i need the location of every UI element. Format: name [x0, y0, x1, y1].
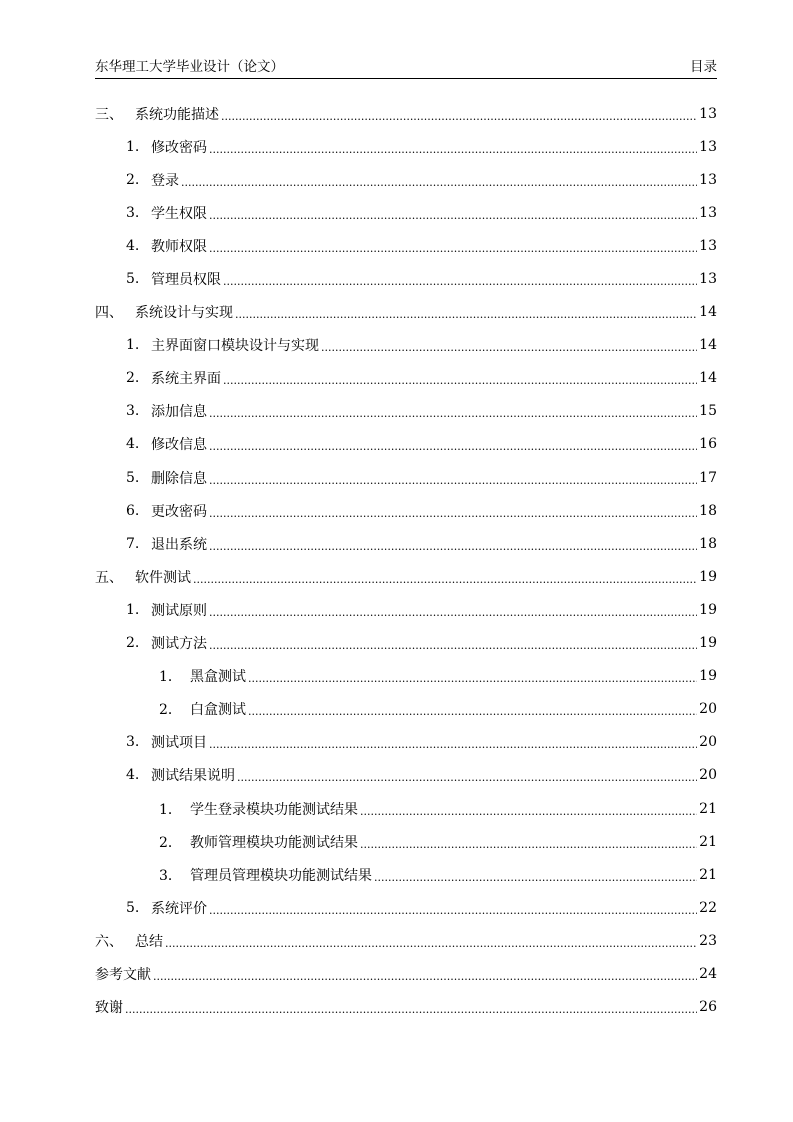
toc-entry-title: 黑盒测试 [190, 669, 246, 686]
toc-entry[interactable] [95, 726, 717, 759]
toc-leader-dots [360, 802, 697, 816]
toc-entry[interactable] [95, 924, 717, 957]
toc-leader-dots [209, 239, 697, 253]
toc-entry-title: 登录 [151, 172, 179, 189]
toc-entry-number: 1. [126, 601, 140, 618]
toc-entry[interactable] [95, 891, 717, 924]
toc-entry-number: 6. [126, 502, 140, 519]
toc-entry-page-number: 21 [699, 833, 717, 850]
toc-entry[interactable] [95, 627, 717, 660]
toc-leader-dots [181, 173, 697, 187]
toc-leader-dots [209, 471, 697, 485]
toc-entry-page-number: 20 [699, 734, 717, 751]
toc-entry-number: 5. [126, 469, 140, 486]
toc-entry-page-number: 15 [699, 403, 717, 420]
toc-leader-dots [209, 140, 697, 154]
toc-entry-title: 测试项目 [151, 735, 207, 752]
toc-entry-title: 参考文献 [95, 966, 151, 983]
toc-entry-number: 1． [159, 669, 182, 686]
toc-entry-page-number: 13 [699, 204, 717, 221]
toc-entry[interactable] [95, 395, 717, 428]
toc-entry-title: 主界面窗口模块设计与实现 [151, 338, 319, 355]
toc-entry-title: 退出系统 [151, 536, 207, 553]
toc-entry[interactable] [95, 362, 717, 395]
toc-entry-number: 1. [126, 138, 140, 155]
toc-entry[interactable] [95, 229, 717, 262]
toc-leader-dots [321, 338, 697, 352]
toc-leader-dots [248, 669, 697, 683]
toc-entry[interactable] [95, 957, 717, 990]
toc-entry[interactable] [95, 130, 717, 163]
toc-leader-dots [209, 735, 697, 749]
toc-entry-page-number: 13 [699, 105, 717, 122]
toc-entry-number: 2． [159, 702, 182, 719]
toc-entry-page-number: 16 [699, 436, 717, 453]
toc-entry-page-number: 13 [699, 171, 717, 188]
toc-entry-number: 7. [126, 535, 140, 552]
toc-entry-title: 管理员权限 [151, 272, 221, 289]
toc-entry-page-number: 18 [699, 535, 717, 552]
toc-entry-number: 2. [126, 370, 140, 387]
toc-entry[interactable] [95, 296, 717, 329]
toc-leader-dots [193, 570, 697, 584]
toc-entry[interactable] [95, 163, 717, 196]
toc-entry-title: 教师管理模块功能测试结果 [190, 834, 358, 851]
toc-entry-number: 四、 [95, 305, 123, 322]
toc-entry[interactable] [95, 759, 717, 792]
toc-entry-title: 系统功能描述 [135, 106, 219, 123]
toc-entry[interactable] [95, 825, 717, 858]
toc-leader-dots [237, 768, 697, 782]
toc-entry[interactable] [95, 97, 717, 130]
toc-entry-page-number: 13 [699, 138, 717, 155]
toc-entry-page-number: 22 [699, 899, 717, 916]
toc-leader-dots [209, 437, 697, 451]
toc-entry-number: 三、 [95, 106, 123, 123]
toc-entry-page-number: 14 [699, 304, 717, 321]
toc-leader-dots [125, 1000, 697, 1014]
toc-entry-title: 教师权限 [151, 238, 207, 255]
toc-entry-number: 3． [159, 867, 182, 884]
toc-leader-dots [209, 537, 697, 551]
toc-entry-number: 3. [126, 734, 140, 751]
toc-entry[interactable] [95, 991, 717, 1024]
toc-entry-number: 1. [126, 337, 140, 354]
toc-entry[interactable] [95, 593, 717, 626]
toc-entry-title: 系统评价 [151, 900, 207, 917]
toc-entry-page-number: 17 [699, 469, 717, 486]
toc-entry-page-number: 23 [699, 932, 717, 949]
table-of-contents [95, 97, 717, 1024]
toc-entry-number: 1． [159, 801, 182, 818]
toc-entry-page-number: 14 [699, 337, 717, 354]
toc-entry-page-number: 19 [699, 668, 717, 685]
toc-entry-title: 软件测试 [135, 569, 191, 586]
toc-leader-dots [209, 636, 697, 650]
toc-entry-number: 3. [126, 403, 140, 420]
toc-leader-dots [209, 404, 697, 418]
toc-entry[interactable] [95, 461, 717, 494]
toc-entry-number: 2. [126, 635, 140, 652]
toc-entry-title: 测试结果说明 [151, 768, 235, 785]
toc-entry-number: 3. [126, 204, 140, 221]
toc-entry-title: 修改信息 [151, 437, 207, 454]
toc-entry-title: 系统设计与实现 [135, 305, 233, 322]
toc-entry[interactable] [95, 196, 717, 229]
toc-leader-dots [223, 272, 697, 286]
toc-leader-dots [209, 206, 697, 220]
toc-entry-title: 删除信息 [151, 470, 207, 487]
toc-entry-title: 修改密码 [151, 139, 207, 156]
toc-entry-number: 5. [126, 899, 140, 916]
toc-entry-page-number: 19 [699, 635, 717, 652]
toc-leader-dots [209, 504, 697, 518]
toc-entry-page-number: 14 [699, 370, 717, 387]
toc-entry[interactable] [95, 660, 717, 693]
toc-entry-title: 总结 [135, 933, 163, 950]
toc-entry-number: 4. [126, 237, 140, 254]
toc-entry[interactable] [95, 792, 717, 825]
toc-entry-title: 致谢 [95, 1000, 123, 1017]
toc-entry-page-number: 19 [699, 601, 717, 618]
toc-entry-number: 4. [126, 767, 140, 784]
toc-entry[interactable] [95, 527, 717, 560]
toc-entry-number: 4. [126, 436, 140, 453]
toc-entry-number: 2． [159, 834, 182, 851]
toc-entry-page-number: 21 [699, 800, 717, 817]
toc-entry-page-number: 24 [699, 965, 717, 982]
toc-entry-number: 六、 [95, 933, 123, 950]
toc-leader-dots [248, 702, 697, 716]
toc-entry-title: 学生登录模块功能测试结果 [190, 801, 358, 818]
toc-entry-page-number: 20 [699, 767, 717, 784]
toc-entry-title: 系统主界面 [151, 371, 221, 388]
toc-entry[interactable] [95, 693, 717, 726]
toc-leader-dots [221, 107, 697, 121]
toc-leader-dots [360, 835, 697, 849]
toc-entry[interactable] [95, 329, 717, 362]
toc-entry-title: 学生权限 [151, 205, 207, 222]
toc-entry-page-number: 21 [699, 866, 717, 883]
toc-leader-dots [153, 967, 697, 981]
toc-entry[interactable] [95, 560, 717, 593]
toc-entry-page-number: 26 [699, 999, 717, 1016]
toc-leader-dots [209, 603, 697, 617]
section-label: 目录 [690, 59, 717, 75]
toc-leader-dots [165, 934, 697, 948]
toc-entry-number: 2. [126, 171, 140, 188]
toc-entry-page-number: 19 [699, 568, 717, 585]
toc-entry[interactable] [95, 262, 717, 295]
toc-entry-title: 测试方法 [151, 636, 207, 653]
toc-entry-page-number: 20 [699, 701, 717, 718]
toc-entry-title: 管理员管理模块功能测试结果 [190, 867, 372, 884]
toc-entry-title: 白盒测试 [190, 702, 246, 719]
toc-entry-title: 添加信息 [151, 404, 207, 421]
toc-leader-dots [209, 901, 697, 915]
page-header [95, 56, 717, 79]
toc-entry-title: 测试原则 [151, 602, 207, 619]
toc-entry[interactable] [95, 494, 717, 527]
document-title: 东华理工大学毕业设计（论文） [95, 59, 284, 75]
toc-entry-title: 更改密码 [151, 503, 207, 520]
toc-entry[interactable] [95, 428, 717, 461]
toc-entry-page-number: 13 [699, 237, 717, 254]
toc-entry[interactable] [95, 858, 717, 891]
toc-leader-dots [235, 305, 697, 319]
toc-entry-number: 5. [126, 271, 140, 288]
toc-leader-dots [223, 371, 697, 385]
toc-entry-page-number: 18 [699, 502, 717, 519]
toc-leader-dots [374, 868, 697, 882]
toc-entry-number: 五、 [95, 569, 123, 586]
toc-entry-page-number: 13 [699, 271, 717, 288]
